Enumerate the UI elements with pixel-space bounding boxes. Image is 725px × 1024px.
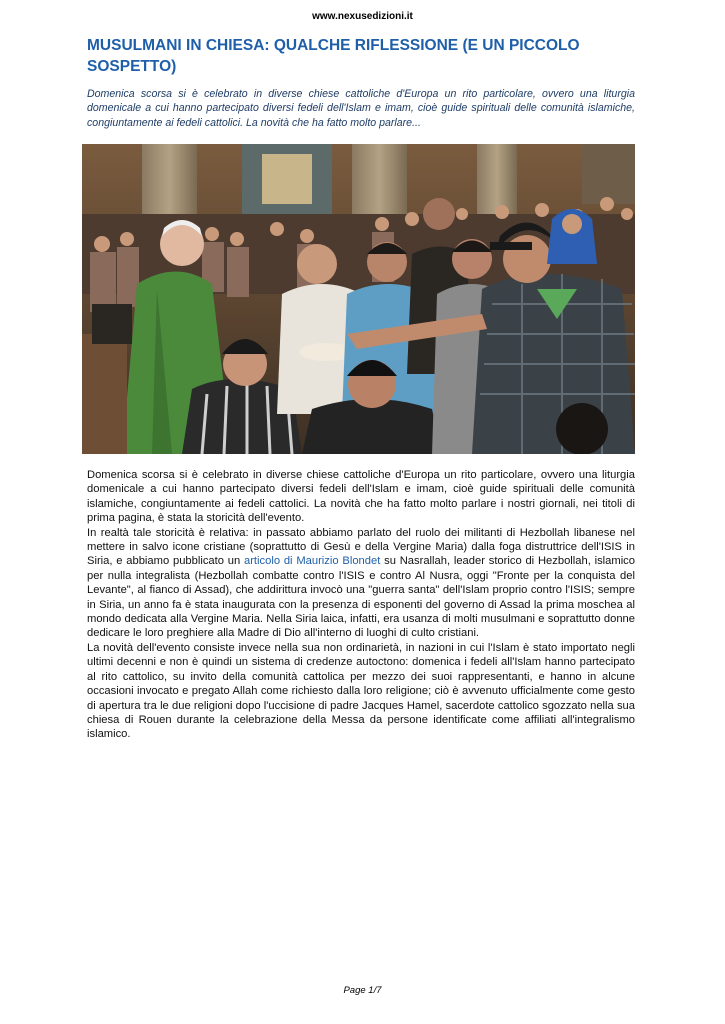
paragraph-2-text-before: In realtà tale storicità è relativa: in passato abbiamo parlato del ruolo dei militanti di Hezbollah libanese nel mettere in salvo icone cristiane (soprattutto di Gesù e della Vergine Maria) dalla foga distruttrice dell'ISIS in Siria, e abbiamo pubblicato un	[87, 526, 635, 568]
blondet-article-link[interactable]: articolo di Maurizio Blondet	[243, 555, 381, 568]
paragraph-2-text-after: su Nasrallah, leader storico di Hezbollah, islamico per nulla integralista (Hezbollah combatte contro l'ISIS e contro Al Nusra, oggi "Fronte per la conquista del Levante", al fianco di Assad), che addirittura invocò una "guerra santa" dell'Islam proprio contro l'ISIS; sempre in Siria, un anno fa è stata inaugurata con la presenza di esponenti del governo di Assad la prima moschea al mondo dedicata alla Vergine Maria. Nella Siria laica, infatti, era usanza di molti musulmani e soprattutto donne dedicare le loro preghiere alla Madre di Dio all'interno di luoghi di culto cristiani.	[87, 555, 635, 640]
site-url: www.nexusedizioni.it	[312, 11, 413, 22]
article-lead: Domenica scorsa si è celebrato in diverse chiese cattoliche d'Europa un rito particolare, ovvero una liturgia domenicale a cui hanno partecipato diversi fedeli dell'Islam e imam, cioè guide spirituali delle comunità islamiche, congiuntamente ai fedeli cattolici. La novità che ha fatto molto parlare...	[87, 88, 635, 129]
article-body	[87, 468, 635, 742]
paragraph-2	[87, 526, 635, 641]
article-photo	[82, 144, 635, 454]
paragraph-3: La novità dell'evento consiste invece nella sua non ordinarietà, in nazioni in cui l'Islam è stato importato negli ultimi decenni e non è quindi un sistema di credenze autoctono: domenica i fedeli all'Islam hanno partecipato al rito cattolico, su invito della comunità cattolica per mezzo dei suoi rappresentanti, e hanno in alcune occasioni invocato e pregato Allah come richiesto dalla loro religione; ciò è avvenuto ufficialmente come gesto di apertura tra le due religioni dopo l'uccisione di padre Jacques Hamel, sacerdote cattolico sgozzato nella sua chiesa di Rouen durante la celebrazione della Messa da persone identificate come affiliati all'integralismo islamico.	[87, 641, 635, 741]
article-title: MUSULMANI IN CHIESA: QUALCHE RIFLESSIONE (E UN PICCOLO SOSPETTO)	[87, 37, 580, 75]
page-number: Page 1/7	[343, 985, 382, 996]
paragraph-1: Domenica scorsa si è celebrato in diverse chiese cattoliche d'Europa un rito particolare, ovvero una liturgia domenicale a cui hanno partecipato diversi fedeli dell'Islam e imam, cioè guide spirituali delle comunità islamiche, congiuntamente ai fedeli cattolici. La novità che ha fatto molto parlare i nostri giornali, nei titoli di prima pagina, è stata la storicità dell'evento.	[87, 469, 635, 525]
